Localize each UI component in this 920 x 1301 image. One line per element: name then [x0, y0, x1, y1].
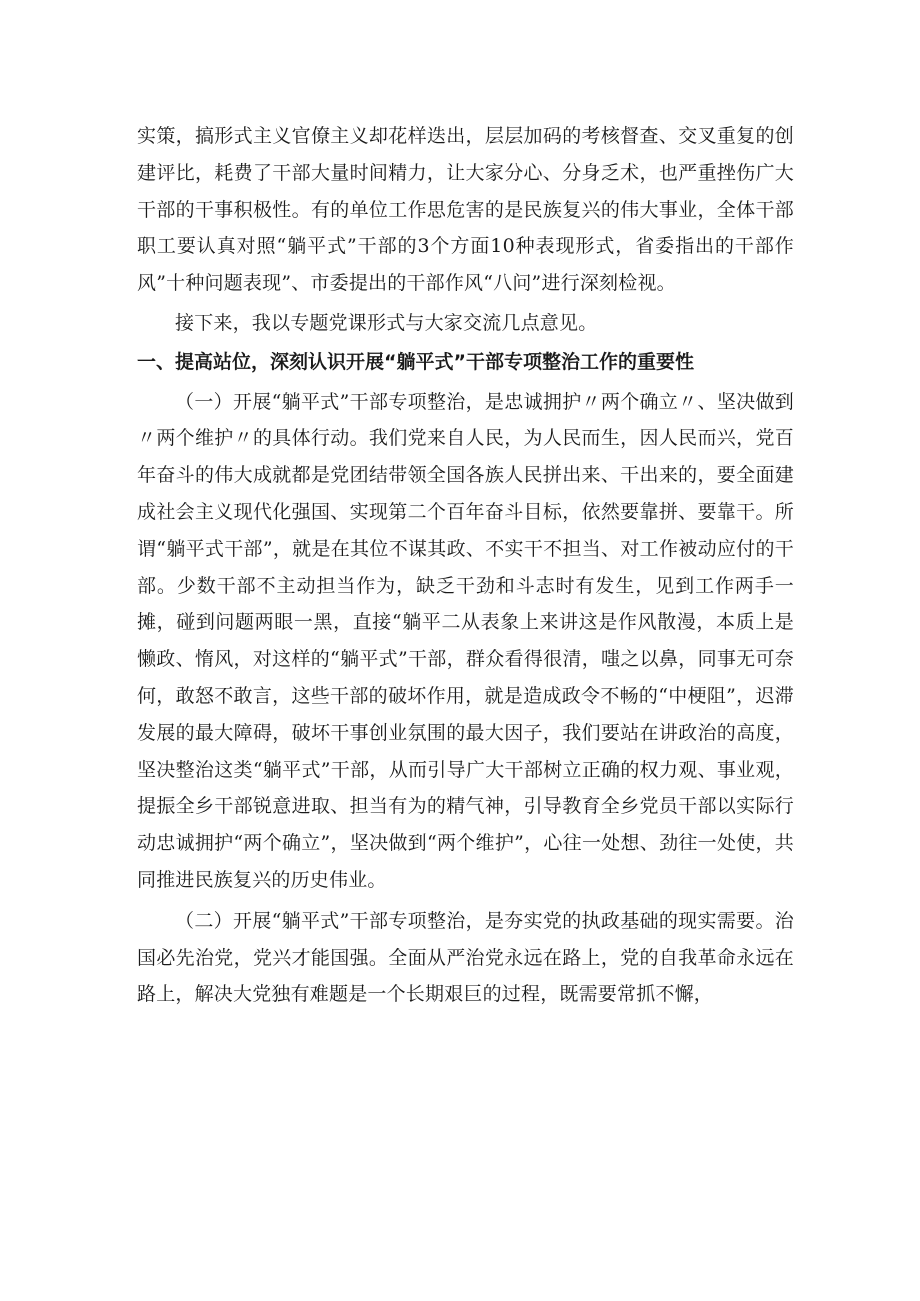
paragraph-intro: 接下来，我以专题党课形式与大家交流几点意见。	[175, 311, 598, 334]
paragraph-continued: 实策，搞形式主义官僚主义却花样迭出，层层加码的考核督查、交叉重复的创建评比，耗费了干部大量时间精力，让大家分心、分身乏术，也严重挫伤广大干部的干事积极性。有的单位工作思危害的是民族复兴的伟大事业，全体干部职工要认真对照“躺平式”干部的3个方面10种表现形式，省委指出的干部作风”十种问题表现”、市委提出的干部作风“八问”进行深刻检视。	[137, 125, 794, 295]
document-body	[137, 118, 794, 1013]
section-two-paragraph: （二）开展“躺平式”干部专项整治，是夯实党的执政基础的现实需要。治国必先治党，党兴才能国强。全面从严治党永远在路上，党的自我革命永远在路上，解决大党独有难题是一个长期艰巨的过程，既需要常抓不懈，	[137, 909, 794, 1006]
section-heading: 一、提高站位，深刻认识开展“躺平式”干部专项整治工作的重要性	[137, 350, 694, 373]
section-one-paragraph: （一）开展“躺平式”干部专项整治，是忠诚拥护〃两个确立〃、坚决做到〃两个维护〃的具体行动。我们党来自人民，为人民而生，因人民而兴，党百年奋斗的伟大成就都是党团结带领全国各族人民拼出来、干出来的，要全面建成社会主义现代化强国、实现第二个百年奋斗目标，依然要靠拼、要靠干。所谓“躺平式干部”，就是在其位不谋其政、不实干不担当、对工作被动应付的干部。少数干部不主动担当作为，缺乏干劲和斗志时有发生，见到工作两手一摊，碰到问题两眼一黑，直接“躺平二从表象上来讲这是作风散漫，本质上是懒政、惰风，对这样的“躺平式”干部，群众看得很清，嗤之以鼻，同事无可奈何，敢怒不敢言，这些干部的破坏作用，就是造成政令不畅的“中梗阻”，迟滞发展的最大障碍，破坏干事创业氛围的最大因子，我们要站在讲政治的高度，坚决整治这类“躺平式”干部，从而引导广大干部树立正确的权力观、事业观，提振全乡干部锐意进取、担当有为的精气神，引导教育全乡党员干部以实际行动忠诚拥护“两个确立”，坚决做到“两个维护”，心往一处想、劲往一处使，共同推进民族复兴的历史伟业。	[137, 390, 794, 891]
